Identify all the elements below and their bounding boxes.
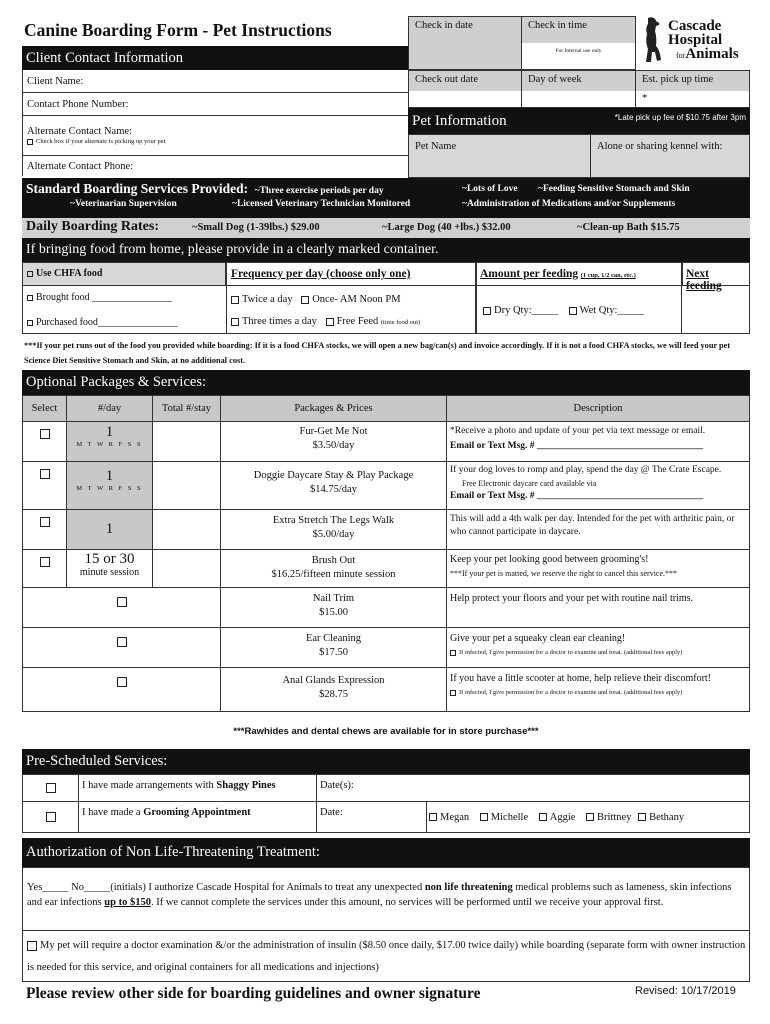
frequency-label: Frequency per day (choose only one) (231, 268, 411, 280)
groomer-brittney-checkbox[interactable] (586, 813, 594, 821)
auth-box (22, 867, 750, 982)
std-service-1: ~Three exercise periods per day (254, 186, 384, 196)
logo-line2: Hospital (668, 32, 723, 48)
walk-desc: This will add a 4th walk per day. Intended for the pet with arthritic pain, or who cannot participate in daycare. (450, 514, 735, 537)
free-feed-checkbox[interactable] (326, 318, 334, 326)
auth-p1e: . If we cannot complete the services under this amount, no services will be performed until we receive your approval first. (150, 897, 664, 908)
food-section (22, 262, 750, 334)
auth-p1c: medical problems such as lameness, skin infections and ear infections (27, 882, 732, 908)
auth-p1d: up to $150 (104, 897, 151, 908)
once-checkbox[interactable] (301, 296, 309, 304)
alt-phone-label: Alternate Contact Phone: (27, 161, 134, 172)
alt-phone-field[interactable] (22, 156, 408, 176)
rate-bath: ~Clean-up Bath $15.75 (577, 222, 680, 233)
daycare-days: M T W R F S S (76, 485, 143, 492)
purchased-food-row[interactable] (22, 310, 226, 334)
shaggy-dates-field[interactable] (317, 775, 750, 802)
table-row (23, 422, 750, 462)
alt-name-field[interactable] (22, 116, 408, 156)
ear-note: If infected, I give permission for a doctor to examine and treat. (additional fees apply) (459, 649, 683, 656)
furget-total[interactable] (153, 422, 221, 462)
amount-label: Amount per feeding (480, 268, 579, 280)
groomer-aggie: Aggie (549, 811, 576, 823)
groomer-michelle: Michelle (490, 811, 529, 823)
client-name-label: Client Name: (27, 76, 84, 87)
rates-title: Daily Boarding Rates: (26, 219, 159, 234)
optional-header: Optional Packages & Services: (22, 370, 750, 395)
checkin-date-label: Check in date (415, 20, 473, 31)
insulin-checkbox[interactable] (27, 941, 37, 951)
pet-info-header (408, 108, 750, 134)
brought-food-checkbox[interactable] (27, 295, 33, 301)
grooming-date-label: Date: (320, 807, 343, 818)
walk-perday: 1 (105, 521, 114, 537)
table-row (23, 588, 750, 628)
checkout-date-cell[interactable] (408, 70, 522, 108)
walk-total[interactable] (153, 510, 221, 550)
auth-header: Authorization of Non Life-Threatening Treatment: (22, 838, 750, 867)
table-row (23, 628, 750, 668)
groomer-brittney: Brittney (597, 811, 632, 823)
brushout-desc: Keep your pet looking good between grooming's! (450, 554, 649, 565)
next-feeding-label: Next feeding (686, 268, 722, 292)
frequency-header (226, 262, 476, 286)
daycare-perday: 1 (105, 468, 114, 484)
col-packages: Packages & Prices (221, 396, 447, 422)
logo-line3-animals: Animals (685, 46, 739, 62)
std-service-6: ~Administration of Medications and/or Supplements (462, 199, 676, 209)
daily-rates (22, 218, 750, 238)
table-row (23, 802, 750, 833)
next-feeding-field[interactable] (682, 286, 750, 334)
grooming-bold: Grooming Appointment (143, 807, 251, 818)
purchased-food-label: Purchased food________________ (36, 317, 178, 328)
daycare-note: Free Electronic daycare card available via (462, 479, 597, 488)
food-header: If bringing food from home, please provide in a clearly marked container. (22, 238, 750, 262)
pet-info-title: Pet Information (412, 113, 507, 129)
brushout-price: $16.25/fifteen minute session (271, 569, 396, 580)
pet-name-label: Pet Name (415, 141, 457, 152)
furget-perday: 1 (105, 424, 114, 440)
amount-header (476, 262, 682, 286)
optional-header-row (23, 396, 750, 422)
daycare-desc: If your dog loves to romp and play, spend the day @ The Crate Escape. (450, 465, 722, 475)
anal-desc: If you have a little scooter at home, help relieve their discomfort! (450, 673, 712, 684)
table-row (23, 550, 750, 588)
footer-revised: Revised: 10/17/2019 (635, 985, 736, 997)
furget-price: $3.50/day (312, 440, 355, 451)
ear-checkbox[interactable] (117, 637, 127, 647)
brushout-total[interactable] (153, 550, 221, 588)
grooming-pre: I have made a (82, 807, 144, 818)
groomer-michelle-checkbox[interactable] (480, 813, 488, 821)
rate-large-dog: ~Large Dog (40 +lbs.) $32.00 (382, 222, 511, 233)
furget-email[interactable]: Email or Text Msg. # ___________________________________ (450, 441, 704, 451)
nailtrim-name: Nail Trim (312, 593, 355, 604)
daycare-total[interactable] (153, 462, 221, 510)
checkin-date-cell[interactable] (408, 16, 522, 70)
table-row (23, 510, 750, 550)
anal-infection-checkbox[interactable] (450, 690, 456, 696)
ear-price: $17.50 (319, 647, 348, 658)
logo (640, 16, 750, 66)
auth-p1b: non life threatening (424, 882, 513, 893)
prescheduled-table (22, 774, 750, 833)
groomer-aggie-checkbox[interactable] (539, 813, 547, 821)
contact-phone-label: Contact Phone Number: (27, 99, 129, 110)
wet-label: Wet Qty:_____ (579, 305, 644, 316)
shaggy-dates-label: Date(s): (320, 780, 354, 791)
free-feed-note: (time food out) (380, 319, 421, 326)
anal-price: $28.75 (319, 689, 348, 700)
table-row (23, 775, 750, 802)
daycare-email[interactable]: Email or Text Msg. # ___________________________________ (450, 491, 704, 501)
rate-small-dog: ~Small Dog (1-39lbs.) $29.00 (192, 222, 320, 233)
groomer-bethany: Bethany (649, 811, 685, 823)
col-select: Select (23, 396, 67, 422)
prescheduled-header: Pre-Scheduled Services: (22, 749, 750, 774)
nailtrim-checkbox[interactable] (117, 597, 127, 607)
day-of-week-label: Day of week (522, 71, 635, 91)
next-feeding-header (682, 262, 750, 292)
amount-note: (1 cup, 1/2 can, etc.) (580, 272, 636, 279)
frequency-options (226, 286, 476, 334)
twice-checkbox[interactable] (231, 296, 239, 304)
food-note: ***If your pet runs out of the food you provided while boarding: If it is a food CHFA stocks, we will open a new bag/can(s) and invoice accordingly. If it is not a food CHFA stocks, we will feed your pet Science Diet Sensitive Stomach and Skin, at no additional cost. (24, 341, 731, 365)
kennel-label: Alone or sharing kennel with: (597, 141, 723, 152)
daycare-checkbox[interactable] (40, 469, 50, 479)
groomer-megan-checkbox[interactable] (429, 813, 437, 821)
standard-services (22, 178, 750, 218)
wet-checkbox[interactable] (569, 307, 577, 315)
ear-infection-checkbox[interactable] (450, 650, 456, 656)
groomer-megan: Megan (440, 811, 470, 823)
client-name-field[interactable] (22, 70, 408, 93)
shaggy-pre: I have made arrangements with (82, 780, 217, 791)
brushout-note: ***If your pet is matted, we reserve the right to cancel this service.*** (450, 569, 678, 578)
pickup-time-label: Est. pick up time (636, 71, 749, 91)
dog-silhouette-icon (642, 16, 664, 64)
col-total: Total #/stay (153, 396, 221, 422)
three-times-checkbox[interactable] (231, 318, 239, 326)
use-chfa-label: Use CHFA food (36, 268, 103, 279)
daycare-name: Doggie Daycare Stay & Play Package (253, 470, 414, 481)
standard-title: Standard Boarding Services Provided: (26, 181, 249, 196)
internal-use-note: For Internal use only (555, 48, 602, 54)
auth-paragraph (23, 868, 749, 910)
std-service-4: ~Veterinarian Supervision (70, 199, 177, 209)
alt-name-label: Alternate Contact Name: (27, 126, 132, 137)
anal-note: If infected, I give permission for a doctor to examine and treat. (additional fees apply) (459, 689, 683, 696)
checkout-date-label: Check out date (409, 71, 521, 91)
shaggy-pines-checkbox[interactable] (46, 783, 56, 793)
insulin-text: My pet will require a doctor examination &/or the administration of insulin ($8.50 once daily, $17.00 twice daily) while boarding (separate form with owner instruction is needed for this service, and original containers for all medications and injections) (27, 940, 746, 973)
brushout-perday: 15 or 30 (84, 551, 135, 567)
furget-days: M T W R F S S (76, 441, 143, 448)
pickup-time-cell[interactable] (635, 70, 750, 108)
std-service-3: ~Feeding Sensitive Stomach and Skin (538, 184, 690, 194)
client-contact-header: Client Contact Information (22, 46, 408, 70)
late-fee-note: *Late pick up fee of $10.75 after 3pm (614, 113, 746, 122)
form-title: Canine Boarding Form - Pet Instructions (24, 20, 332, 40)
purchased-food-checkbox[interactable] (27, 320, 33, 326)
checkin-time-label: Check in time (528, 20, 587, 31)
use-chfa-cell (22, 262, 226, 286)
nailtrim-price: $15.00 (319, 607, 348, 618)
ear-name: Ear Cleaning (305, 633, 362, 644)
ear-desc: Give your pet a squeaky clean ear cleaning! (450, 633, 626, 644)
rawhides-note: ***Rawhides and dental chews are available for in store purchase*** (233, 726, 539, 737)
groomer-bethany-checkbox[interactable] (638, 813, 646, 821)
client-fields (22, 70, 408, 176)
anal-checkbox[interactable] (117, 677, 127, 687)
optional-table (22, 395, 750, 712)
use-chfa-checkbox[interactable] (27, 271, 33, 277)
brought-food-label: Brought food ________________ (36, 292, 173, 303)
alt-pickup-checkbox[interactable] (27, 139, 33, 145)
brushout-name: Brush Out (311, 555, 356, 566)
furget-desc: *Receive a photo and update of your pet via text message or email. (450, 426, 706, 436)
dry-checkbox[interactable] (483, 307, 491, 315)
table-row (23, 668, 750, 712)
kennel-field[interactable] (590, 134, 750, 178)
walk-name: Extra Stretch The Legs Walk (272, 515, 395, 526)
pet-name-field[interactable] (408, 134, 591, 178)
contact-phone-field[interactable] (22, 93, 408, 116)
std-service-5: ~Licensed Veterinary Technician Monitored (232, 199, 411, 209)
grooming-checkbox[interactable] (46, 812, 56, 822)
free-feed-label: Free Feed (336, 316, 379, 327)
anal-name: Anal Glands Expression (282, 675, 385, 686)
dry-label: Dry Qty:_____ (494, 305, 558, 316)
nailtrim-desc: Help protect your floors and your pet with routine nail trims. (450, 593, 694, 604)
shaggy-bold: Shaggy Pines (216, 780, 276, 791)
auth-p1a: Yes_____ No_____(initials) I authorize Cascade Hospital for Animals to treat any unexpected (27, 882, 425, 893)
three-times-label: Three times a day (242, 316, 317, 327)
furget-name: Fur-Get Me Not (299, 426, 368, 437)
day-of-week-cell[interactable] (521, 70, 636, 108)
col-desc: Description (447, 396, 750, 422)
alt-check-label: Check box if your alternate is picking up your pet (36, 138, 166, 145)
footer-review: Please review other side for boarding guidelines and owner signature (26, 985, 481, 1002)
logo-line3-for: for (676, 51, 686, 60)
insulin-paragraph (27, 935, 747, 979)
brushout-checkbox[interactable] (40, 557, 50, 567)
logo-line1: Cascade (668, 18, 722, 34)
once-label: Once- AM Noon PM (312, 294, 401, 305)
daycare-price: $14.75/day (310, 484, 357, 495)
std-service-2: ~Lots of Love (462, 184, 518, 194)
furget-checkbox[interactable] (40, 429, 50, 439)
table-row (23, 462, 750, 510)
brushout-session: minute session (79, 567, 140, 578)
brought-food-row[interactable] (22, 286, 226, 310)
grooming-date-field[interactable] (317, 802, 427, 833)
walk-price: $5.00/day (312, 529, 355, 540)
amount-options (476, 286, 682, 334)
checkin-time-cell[interactable] (521, 16, 636, 70)
twice-label: Twice a day (242, 294, 293, 305)
walk-checkbox[interactable] (40, 517, 50, 527)
pickup-asterisk: * (642, 92, 648, 104)
col-perday: #/day (67, 396, 153, 422)
